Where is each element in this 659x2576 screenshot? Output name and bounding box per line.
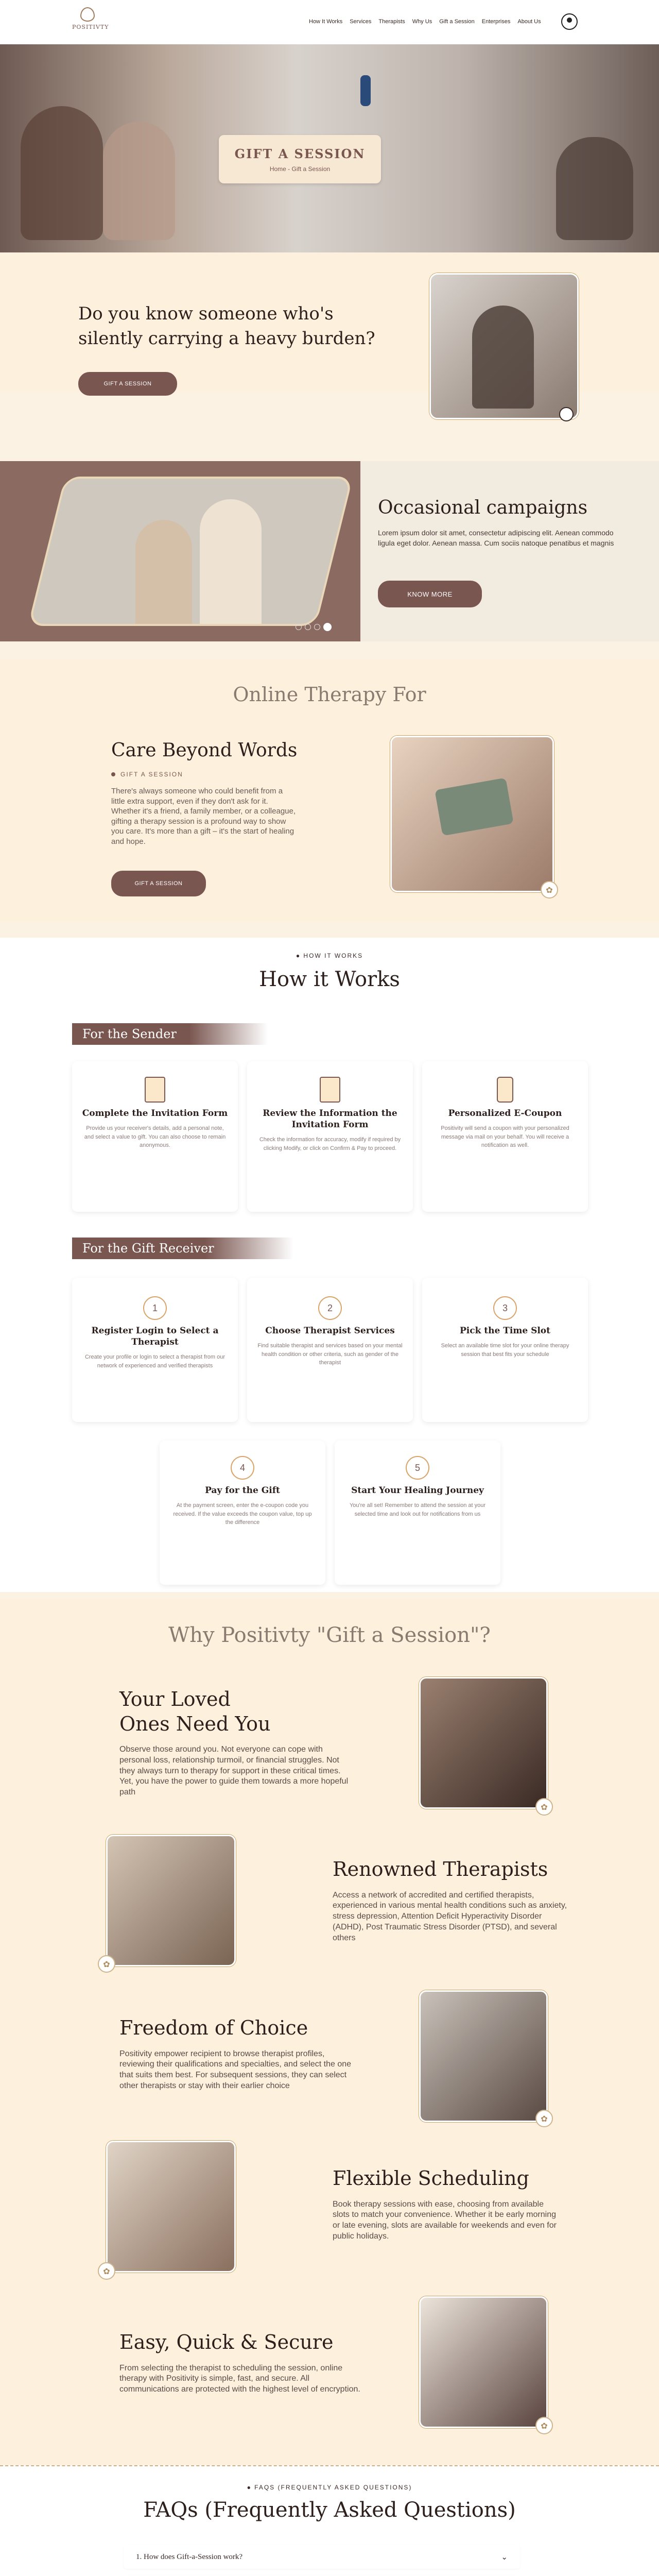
therapy-tag-label: GIFT A SESSION <box>120 771 183 778</box>
receiver-step-card <box>247 1278 413 1422</box>
therapy-photo <box>390 736 554 892</box>
know-more-button[interactable]: KNOW MORE <box>378 581 482 607</box>
how-title: How it Works <box>259 968 400 991</box>
shield-badge-icon <box>559 407 574 421</box>
why-photo <box>419 1677 548 1809</box>
hero-banner <box>0 44 659 252</box>
brand-name: POSITIVTY <box>72 24 109 30</box>
nav-enterprises[interactable]: Enterprises <box>481 19 511 25</box>
carousel-dots <box>296 623 332 631</box>
brand-logo[interactable] <box>72 7 109 30</box>
why-photo <box>419 1990 548 2122</box>
step-number-icon: 4 <box>231 1456 254 1480</box>
nav-how-it-works[interactable]: How It Works <box>309 19 343 25</box>
intro-photo <box>429 273 579 419</box>
why-item <box>333 2166 559 2242</box>
step-number-icon: 5 <box>406 1456 429 1480</box>
therapy-title: Online Therapy For <box>233 683 426 706</box>
why-title: Why Positivty "Gift a Session"? <box>168 1623 491 1647</box>
why-item <box>119 2016 356 2092</box>
flower-badge-icon: ✿ <box>541 881 558 899</box>
receiver-step-card <box>160 1440 325 1585</box>
faq-item[interactable] <box>124 2545 520 2569</box>
receiver-step-text: Create your profile or login to select a therapist from our network of experienced and verified therapists <box>84 1354 226 1369</box>
tag-dot-icon: ● <box>296 952 304 959</box>
lotus-logo-icon <box>80 7 95 22</box>
hero-vase <box>360 75 371 106</box>
step-number-icon: 1 <box>143 1296 167 1320</box>
why-item-text: Book therapy sessions with ease, choosing from available slots to match your convenience. Whether it be early morning or late evening, slots are available for weekends and even for public holidays. <box>333 2199 557 2241</box>
user-avatar-icon[interactable] <box>561 13 578 30</box>
carousel-dot-active[interactable] <box>323 623 332 631</box>
receiver-label: For the Gift Receiver <box>72 1238 293 1259</box>
why-item-title: Renowned Therapists <box>333 1858 548 1880</box>
chevron-down-icon: ⌄ <box>501 2553 508 2562</box>
receiver-step-title: Pay for the Gift <box>205 1485 280 1496</box>
how-tag <box>0 952 659 959</box>
why-item <box>333 1857 575 1943</box>
why-item <box>119 2330 361 2395</box>
sender-step-card <box>247 1061 413 1212</box>
why-item <box>119 1687 356 1798</box>
carousel-dot[interactable] <box>305 624 311 630</box>
campaign-section <box>0 461 659 641</box>
sender-step-text: Provide us your receiver's details, add a personal note, and select a value to gift. You can also choose to remain anonymous. <box>84 1125 226 1149</box>
faq-question: 1. How does Gift-a-Session work? <box>136 2552 243 2561</box>
faq-tag <box>0 2484 659 2491</box>
nav-gift-a-session[interactable]: Gift a Session <box>439 19 475 25</box>
receiver-step-card <box>335 1440 500 1585</box>
sender-step-title: Complete the Invitation Form <box>82 1108 228 1118</box>
why-item-title: Flexible Scheduling <box>333 2167 529 2190</box>
top-nav <box>0 0 659 44</box>
faq-section <box>0 2465 659 2576</box>
why-photo <box>419 2296 548 2428</box>
faq-title: FAQs (Frequently Asked Questions) <box>143 2498 516 2522</box>
step-number-icon: 2 <box>318 1296 342 1320</box>
receiver-step-title: Choose Therapist Services <box>265 1326 395 1336</box>
sender-label: For the Sender <box>72 1023 268 1045</box>
hero-title: GIFT A SESSION <box>234 146 366 161</box>
receiver-step-title: Register Login to Select a Therapist <box>91 1326 219 1348</box>
sender-step-title: Review the Information the Invitation Form <box>263 1108 397 1130</box>
form-icon <box>145 1077 165 1103</box>
review-icon <box>320 1077 340 1103</box>
receiver-step-title: Start Your Healing Journey <box>351 1485 484 1496</box>
intro-heading: Do you know someone who's silently carrying a heavy burden? <box>78 303 375 349</box>
flower-badge-icon: ✿ <box>535 2417 553 2434</box>
intro-section <box>0 252 659 392</box>
hero-person-right <box>556 137 633 240</box>
how-section <box>0 938 659 1592</box>
nav-about-us[interactable]: About Us <box>517 19 541 25</box>
why-item-title: Your Loved Ones Need You <box>119 1688 271 1735</box>
nav-menu <box>309 19 541 25</box>
therapy-tag <box>111 771 183 778</box>
nav-services[interactable]: Services <box>350 19 372 25</box>
why-photo <box>106 2141 236 2273</box>
hero-breadcrumb[interactable]: Home - Gift a Session <box>269 165 331 173</box>
faq-divider <box>0 2465 659 2466</box>
flower-badge-icon: ✿ <box>535 1798 553 1816</box>
why-section <box>0 1600 659 2465</box>
why-item-text: From selecting the therapist to scheduling the session, online therapy with Positivity is simple, fast, and secure. All communications are protected with the highest level of encryption. <box>119 2363 360 2394</box>
receiver-step-card <box>72 1278 238 1422</box>
nav-therapists[interactable]: Therapists <box>378 19 405 25</box>
hero-person-mid <box>103 122 175 240</box>
hero-person-left <box>21 106 103 240</box>
step-number-icon: 3 <box>493 1296 517 1320</box>
why-photo <box>106 1835 236 1967</box>
why-item-title: Easy, Quick & Secure <box>119 2331 334 2353</box>
receiver-step-text: You're all set! Remember to attend the session at your selected time and look out for notifications from us <box>349 1502 485 1517</box>
campaign-photo <box>28 477 353 626</box>
sender-step-title: Personalized E-Coupon <box>448 1108 562 1118</box>
receiver-step-text: Find suitable therapist and services based on your mental health condition or other criteria, such as gender of the therapist <box>257 1343 403 1366</box>
flower-badge-icon: ✿ <box>535 2110 553 2127</box>
gift-session-button[interactable]: GIFT A SESSION <box>78 372 177 396</box>
sender-step-card <box>72 1061 238 1212</box>
therapy-section <box>0 659 659 922</box>
therapy-heading: Care Beyond Words <box>111 740 298 761</box>
why-item-text: Observe those around you. Not everyone can cope with personal loss, relationship turmoil, or financial struggles. Not they always turn to therapy for support in these critical times. Yet, you have the power to guide them towards a more hopeful path <box>119 1745 349 1797</box>
receiver-step-text: Select an available time slot for your online therapy session that best fits your schedule <box>441 1343 569 1358</box>
tag-dot-icon: ● <box>247 2484 255 2491</box>
receiver-step-text: At the payment screen, enter the e-coupon code you received. If the value exceeds the coupon value, top up the difference <box>173 1502 312 1526</box>
nav-why-us[interactable]: Why Us <box>412 19 432 25</box>
flower-badge-icon: ✿ <box>98 2262 115 2280</box>
tag-dot-icon <box>111 772 115 776</box>
carousel-dot[interactable] <box>314 624 320 630</box>
coupon-phone-icon <box>497 1077 513 1103</box>
flower-badge-icon: ✿ <box>98 1955 115 1973</box>
campaign-panel <box>360 461 659 641</box>
why-item-text: Positivity empower recipient to browse therapist profiles, reviewing their qualifications and specialties, and select the one that suits them best. For subsequent sessions, they can select other therapists or stay with their earlier choice <box>119 2049 352 2090</box>
carousel-dot[interactable] <box>296 624 302 630</box>
how-tag-label: HOW IT WORKS <box>303 952 363 959</box>
therapy-gift-button[interactable]: GIFT A SESSION <box>111 871 206 896</box>
why-item-text: Access a network of accredited and certified therapists, experienced in various mental health conditions such as anxiety, stress depression, Attention Deficit Hyperactivity Disorder (ADHD), Post Traumatic Stress Disorder (PTSD), and several others <box>333 1890 567 1942</box>
campaign-heading: Occasional campaigns <box>378 497 588 518</box>
campaign-text: Lorem ipsum dolor sit amet, consectetur adipiscing elit. Aenean commodo ligula eget dolor. Aenean massa. Cum sociis natoque penatibus et magnis <box>378 529 614 547</box>
receiver-step-card <box>422 1278 588 1422</box>
receiver-step-title: Pick the Time Slot <box>460 1326 550 1336</box>
hero-title-box <box>219 135 381 183</box>
therapy-text: There's always someone who could benefit from a little extra support, even if they don't ask for it. Whether it's a friend, a family member, or a colleague, gifting a therapy session is a profound way to show you care. It's more than a gift – it's the start of healing and hope. <box>111 787 296 846</box>
why-item-title: Freedom of Choice <box>119 2016 308 2039</box>
faq-tag-label: FAQS (FREQUENTLY ASKED QUESTIONS) <box>254 2484 412 2491</box>
sender-step-text: Check the information for accuracy, modify if required by clicking Modify, or click on Confirm & Pay to proceed. <box>259 1137 401 1151</box>
sender-step-card <box>422 1061 588 1212</box>
sender-step-text: Positivity will send a coupon with your personalized message via mail on your behalf. You will receive a notification as well. <box>441 1125 569 1149</box>
